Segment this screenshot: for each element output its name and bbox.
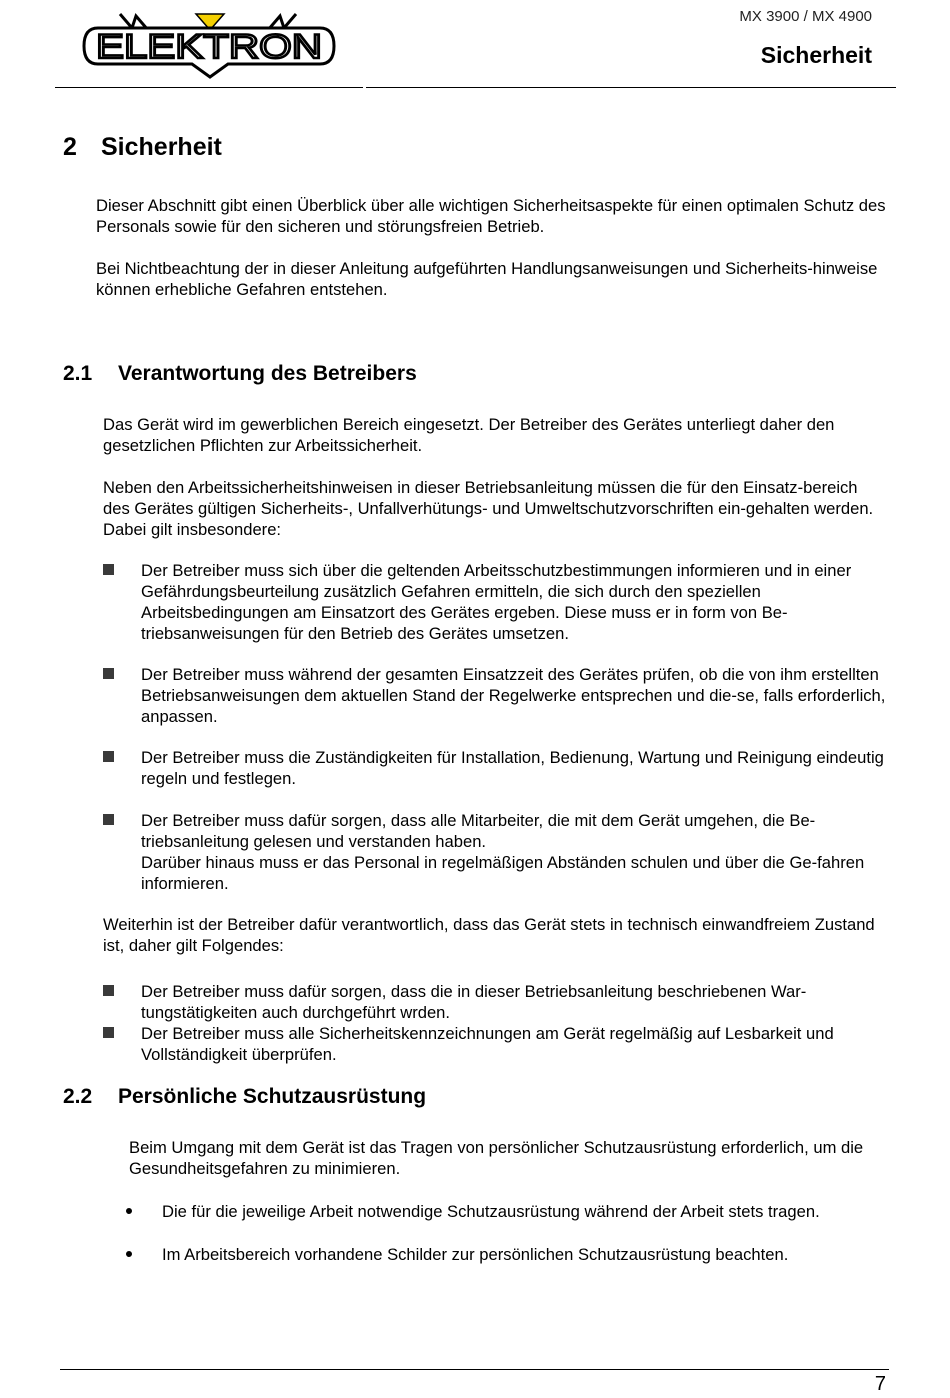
subsection-paragraph: Neben den Arbeitssicherheitshinweisen in dieser Betriebsanleitung müssen die für den Einsatz-bereich des Gerätes gültigen Sicherheits-, Unfallverhütungs- und Umweltschutzvorschriften ein-gehalten werden. Dabei gilt insbesondere: bbox=[103, 478, 874, 539]
subsection-number: 2.2 bbox=[63, 1085, 93, 1108]
header-section-title: Sicherheit bbox=[760, 42, 872, 68]
elektron-logo bbox=[78, 10, 340, 80]
section-paragraph: Bei Nichtbeachtung der in dieser Anleitung aufgeführten Handlungsanweisungen und Sicherheits-hinweise können erhebliche Gefahren entstehen. bbox=[96, 259, 878, 299]
list-item-text: Der Betreiber muss während der gesamten Einsatzzeit des Gerätes prüfen, ob die von ihm erstellten Betriebsanweisungen dem aktuellen Stand der Regelwerke entsprechen und die-se, falls erforderlich, anpassen. bbox=[141, 665, 886, 726]
subsection-heading bbox=[63, 362, 417, 386]
section-heading bbox=[63, 133, 222, 162]
model-label: MX 3900 / MX 4900 bbox=[739, 8, 872, 25]
list-item-text: Im Arbeitsbereich vorhandene Schilder zur persönlichen Schutzausrüstung beachten. bbox=[162, 1245, 789, 1264]
square-bullet-icon bbox=[103, 1027, 114, 1038]
header-divider-left bbox=[55, 87, 363, 88]
section-paragraph: Dieser Abschnitt gibt einen Überblick über alle wichtigen Sicherheitsaspekte für einen optimalen Schutz des Personals sowie für den sicheren und störungsfreien Betrieb. bbox=[96, 196, 886, 236]
square-bullet-icon bbox=[103, 985, 114, 996]
section-number: 2 bbox=[63, 133, 77, 161]
subsection-paragraph: Beim Umgang mit dem Gerät ist das Tragen von persönlicher Schutzausrüstung erforderlich, um die Gesundheitsgefahren zu minimieren. bbox=[129, 1138, 864, 1178]
square-bullet-icon bbox=[103, 564, 114, 575]
round-bullet-icon bbox=[126, 1208, 132, 1214]
list-item-text: Der Betreiber muss die Zuständigkeiten für Installation, Bedienung, Wartung und Reinigung eindeutig regeln und festlegen. bbox=[141, 748, 884, 788]
round-bullet-icon bbox=[126, 1251, 132, 1257]
logo-text: ELEKTRON bbox=[96, 28, 322, 66]
list-item-text: Der Betreiber muss alle Sicherheitskennzeichnungen am Gerät regelmäßig auf Lesbarkeit und Vollständigkeit überprüfen. bbox=[141, 1024, 834, 1064]
subsection-title: Verantwortung des Betreibers bbox=[118, 362, 417, 385]
page-number: 7 bbox=[874, 1373, 886, 1395]
list-item-text: Der Betreiber muss dafür sorgen, dass die in dieser Betriebsanleitung beschriebenen War-tungstätigkeiten auch durchgeführt wrden. bbox=[141, 982, 807, 1022]
header-divider-right bbox=[366, 87, 896, 88]
footer-divider bbox=[60, 1369, 889, 1370]
square-bullet-icon bbox=[103, 668, 114, 679]
subsection-heading bbox=[63, 1085, 426, 1109]
list-item-text: Der Betreiber muss dafür sorgen, dass alle Mitarbeiter, die mit dem Gerät umgehen, die Be-triebsanleitung gelesen und verstanden haben. bbox=[141, 811, 816, 851]
list-item-text: Die für die jeweilige Arbeit notwendige Schutzausrüstung während der Arbeit stets tragen. bbox=[162, 1202, 820, 1221]
section-title: Sicherheit bbox=[101, 133, 222, 161]
square-bullet-icon bbox=[103, 814, 114, 825]
list-item-text: Darüber hinaus muss er das Personal in regelmäßigen Abständen schulen und über die Ge-fahren informieren. bbox=[141, 853, 865, 893]
subsection-number: 2.1 bbox=[63, 362, 93, 385]
subsection-paragraph: Das Gerät wird im gewerblichen Bereich eingesetzt. Der Betreiber des Gerätes unterliegt daher den gesetzlichen Pflichten zur Arbeitssicherheit. bbox=[103, 415, 835, 455]
list-item-text: Der Betreiber muss sich über die geltenden Arbeitsschutzbestimmungen informieren und in einer Gefährdungsbeurteilung zusätzlich Gefahren ermitteln, die sich durch den speziellen Arbeitsbedingungen am Einsatzort des Gerätes ergeben. Diese muss er in form von Be-triebsanweisungen für den Betrieb des Gerätes umsetzen. bbox=[141, 561, 852, 643]
square-bullet-icon bbox=[103, 751, 114, 762]
subsection-title: Persönliche Schutzausrüstung bbox=[118, 1085, 427, 1108]
subsection-paragraph: Weiterhin ist der Betreiber dafür verantwortlich, dass das Gerät stets in technisch einwandfreiem Zustand ist, daher gilt Folgendes: bbox=[103, 915, 875, 955]
